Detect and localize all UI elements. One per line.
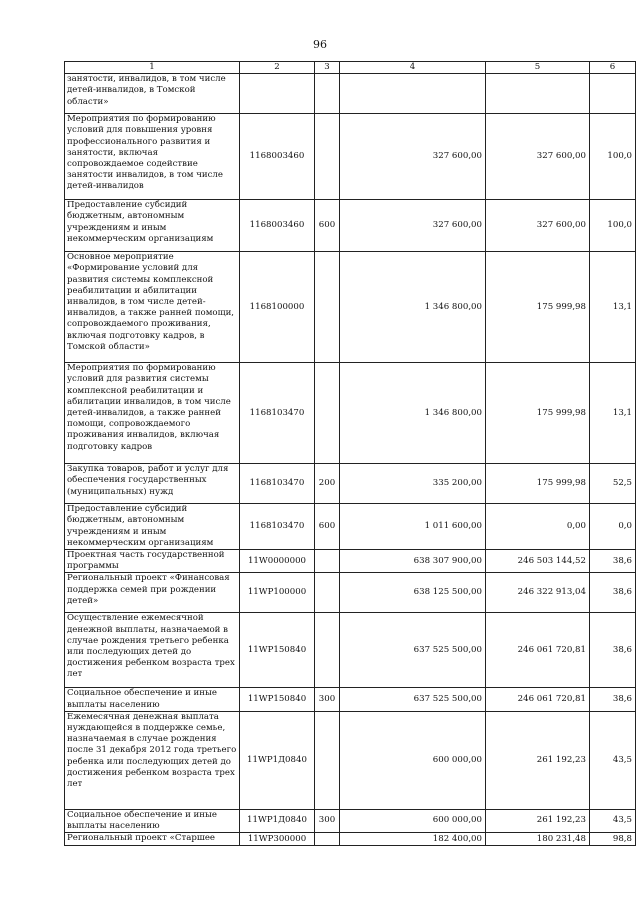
row-plan: 637 525 500,00 xyxy=(340,688,486,711)
header-col-5: 5 xyxy=(486,62,590,74)
row-fact: 175 999,98 xyxy=(486,464,590,504)
row-plan: 327 600,00 xyxy=(340,114,486,200)
table-row xyxy=(65,200,636,252)
row-percent: 0,0 xyxy=(590,504,636,550)
row-percent: 52,5 xyxy=(590,464,636,504)
row-name: Мероприятия по формированию условий для повышения уровня профессионального развития и занятости, включая сопровождаемое содействие занятости инвалидов, в том числе детей-инвалидов xyxy=(65,114,240,200)
row-expense-type xyxy=(315,613,340,688)
row-plan: 335 200,00 xyxy=(340,464,486,504)
table-row xyxy=(65,711,636,809)
table-row xyxy=(65,613,636,688)
row-code: 1168103470 xyxy=(240,504,315,550)
table-row xyxy=(65,252,636,363)
row-expense-type xyxy=(315,550,340,573)
row-fact: 261 192,23 xyxy=(486,711,590,809)
row-percent: 38,6 xyxy=(590,550,636,573)
row-name: Социальное обеспечение и иные выплаты населению xyxy=(65,809,240,832)
row-fact: 246 061 720,81 xyxy=(486,613,590,688)
row-expense-type: 600 xyxy=(315,200,340,252)
row-percent: 43,5 xyxy=(590,711,636,809)
row-expense-type xyxy=(315,363,340,464)
row-fact: 327 600,00 xyxy=(486,200,590,252)
row-expense-type: 600 xyxy=(315,504,340,550)
row-code xyxy=(240,74,315,114)
row-expense-type xyxy=(315,833,340,846)
table-row xyxy=(65,114,636,200)
row-plan: 1 346 800,00 xyxy=(340,252,486,363)
row-plan: 638 125 500,00 xyxy=(340,573,486,613)
row-percent: 98,8 xyxy=(590,833,636,846)
row-code: 1168103470 xyxy=(240,363,315,464)
table-row xyxy=(65,74,636,114)
row-name: занятости, инвалидов, в том числе детей-инвалидов, в Томской области» xyxy=(65,74,240,114)
row-name: Основное мероприятие «Формирование условий для развития системы комплексной реабилитации и абилитации инвалидов, в том числе детей-инвалидов, а также ранней помощи, сопровождаемого проживания, включая подготовку кадров, в Томской области» xyxy=(65,252,240,363)
row-name: Осуществление ежемесячной денежной выплаты, назначаемой в случае рождения третьего ребенка или последующих детей до достижения ребенком возраста трех лет xyxy=(65,613,240,688)
table-row xyxy=(65,550,636,573)
table-row xyxy=(65,504,636,550)
row-code: 11WP300000 xyxy=(240,833,315,846)
row-code: 1168003460 xyxy=(240,200,315,252)
table-row xyxy=(65,363,636,464)
row-name: Ежемесячная денежная выплата нуждающейся в поддержке семье, назначаемая в случае рождения после 31 декабря 2012 года третьего ребенка или последующих детей до достижения ребенком возраста трех лет xyxy=(65,711,240,809)
row-expense-type: 200 xyxy=(315,464,340,504)
row-code: 11WP1Д0840 xyxy=(240,809,315,832)
row-code: 1168100000 xyxy=(240,252,315,363)
row-code: 11WP150840 xyxy=(240,613,315,688)
row-percent: 43,5 xyxy=(590,809,636,832)
page-number: 96 xyxy=(313,38,327,51)
table-row xyxy=(65,833,636,846)
row-code: 11W0000000 xyxy=(240,550,315,573)
row-plan: 1 011 600,00 xyxy=(340,504,486,550)
header-col-4: 4 xyxy=(340,62,486,74)
row-name: Предоставление субсидий бюджетным, автономным учреждениям и иным некоммерческим организациям xyxy=(65,200,240,252)
row-expense-type: 300 xyxy=(315,809,340,832)
row-fact: 246 322 913,04 xyxy=(486,573,590,613)
table-row xyxy=(65,464,636,504)
row-fact: 246 503 144,52 xyxy=(486,550,590,573)
row-plan: 637 525 500,00 xyxy=(340,613,486,688)
row-plan: 600 000,00 xyxy=(340,809,486,832)
row-plan: 327 600,00 xyxy=(340,200,486,252)
row-name: Мероприятия по формированию условий для развития системы комплексной реабилитации и абилитации инвалидов, в том числе детей-инвалидов, а также ранней помощи, сопровождаемого проживания инвалидов, включая подготовку кадров xyxy=(65,363,240,464)
row-fact xyxy=(486,74,590,114)
row-fact: 327 600,00 xyxy=(486,114,590,200)
row-code: 1168103470 xyxy=(240,464,315,504)
row-name: Проектная часть государственной программы xyxy=(65,550,240,573)
row-code: 11WP150840 xyxy=(240,688,315,711)
table-row xyxy=(65,688,636,711)
header-col-6: 6 xyxy=(590,62,636,74)
row-fact: 180 231,48 xyxy=(486,833,590,846)
row-percent: 38,6 xyxy=(590,573,636,613)
row-name: Предоставление субсидий бюджетным, автономным учреждениям и иным некоммерческим организациям xyxy=(65,504,240,550)
row-code: 11WP100000 xyxy=(240,573,315,613)
row-expense-type xyxy=(315,573,340,613)
row-percent: 100,0 xyxy=(590,114,636,200)
row-expense-type: 300 xyxy=(315,688,340,711)
row-fact: 175 999,98 xyxy=(486,252,590,363)
row-percent: 38,6 xyxy=(590,613,636,688)
header-col-1: 1 xyxy=(65,62,240,74)
header-row xyxy=(65,62,636,74)
row-plan: 1 346 800,00 xyxy=(340,363,486,464)
row-percent: 13,1 xyxy=(590,363,636,464)
row-name: Социальное обеспечение и иные выплаты населению xyxy=(65,688,240,711)
row-fact: 175 999,98 xyxy=(486,363,590,464)
row-expense-type xyxy=(315,74,340,114)
budget-table xyxy=(64,61,636,846)
row-plan xyxy=(340,74,486,114)
header-col-2: 2 xyxy=(240,62,315,74)
row-code: 11WP1Д0840 xyxy=(240,711,315,809)
row-percent: 13,1 xyxy=(590,252,636,363)
row-name: Региональный проект «Финансовая поддержка семей при рождении детей» xyxy=(65,573,240,613)
row-fact: 0,00 xyxy=(486,504,590,550)
row-plan: 638 307 900,00 xyxy=(340,550,486,573)
row-percent: 100,0 xyxy=(590,200,636,252)
row-code: 1168003460 xyxy=(240,114,315,200)
row-percent: 38,6 xyxy=(590,688,636,711)
row-expense-type xyxy=(315,252,340,363)
row-percent xyxy=(590,74,636,114)
row-plan: 600 000,00 xyxy=(340,711,486,809)
row-expense-type xyxy=(315,711,340,809)
header-col-3: 3 xyxy=(315,62,340,74)
row-fact: 261 192,23 xyxy=(486,809,590,832)
row-fact: 246 061 720,81 xyxy=(486,688,590,711)
row-name: Региональный проект «Старшее xyxy=(65,833,240,846)
table-row xyxy=(65,809,636,832)
table-row xyxy=(65,573,636,613)
row-expense-type xyxy=(315,114,340,200)
row-plan: 182 400,00 xyxy=(340,833,486,846)
row-name: Закупка товаров, работ и услуг для обеспечения государственных (муниципальных) нужд xyxy=(65,464,240,504)
